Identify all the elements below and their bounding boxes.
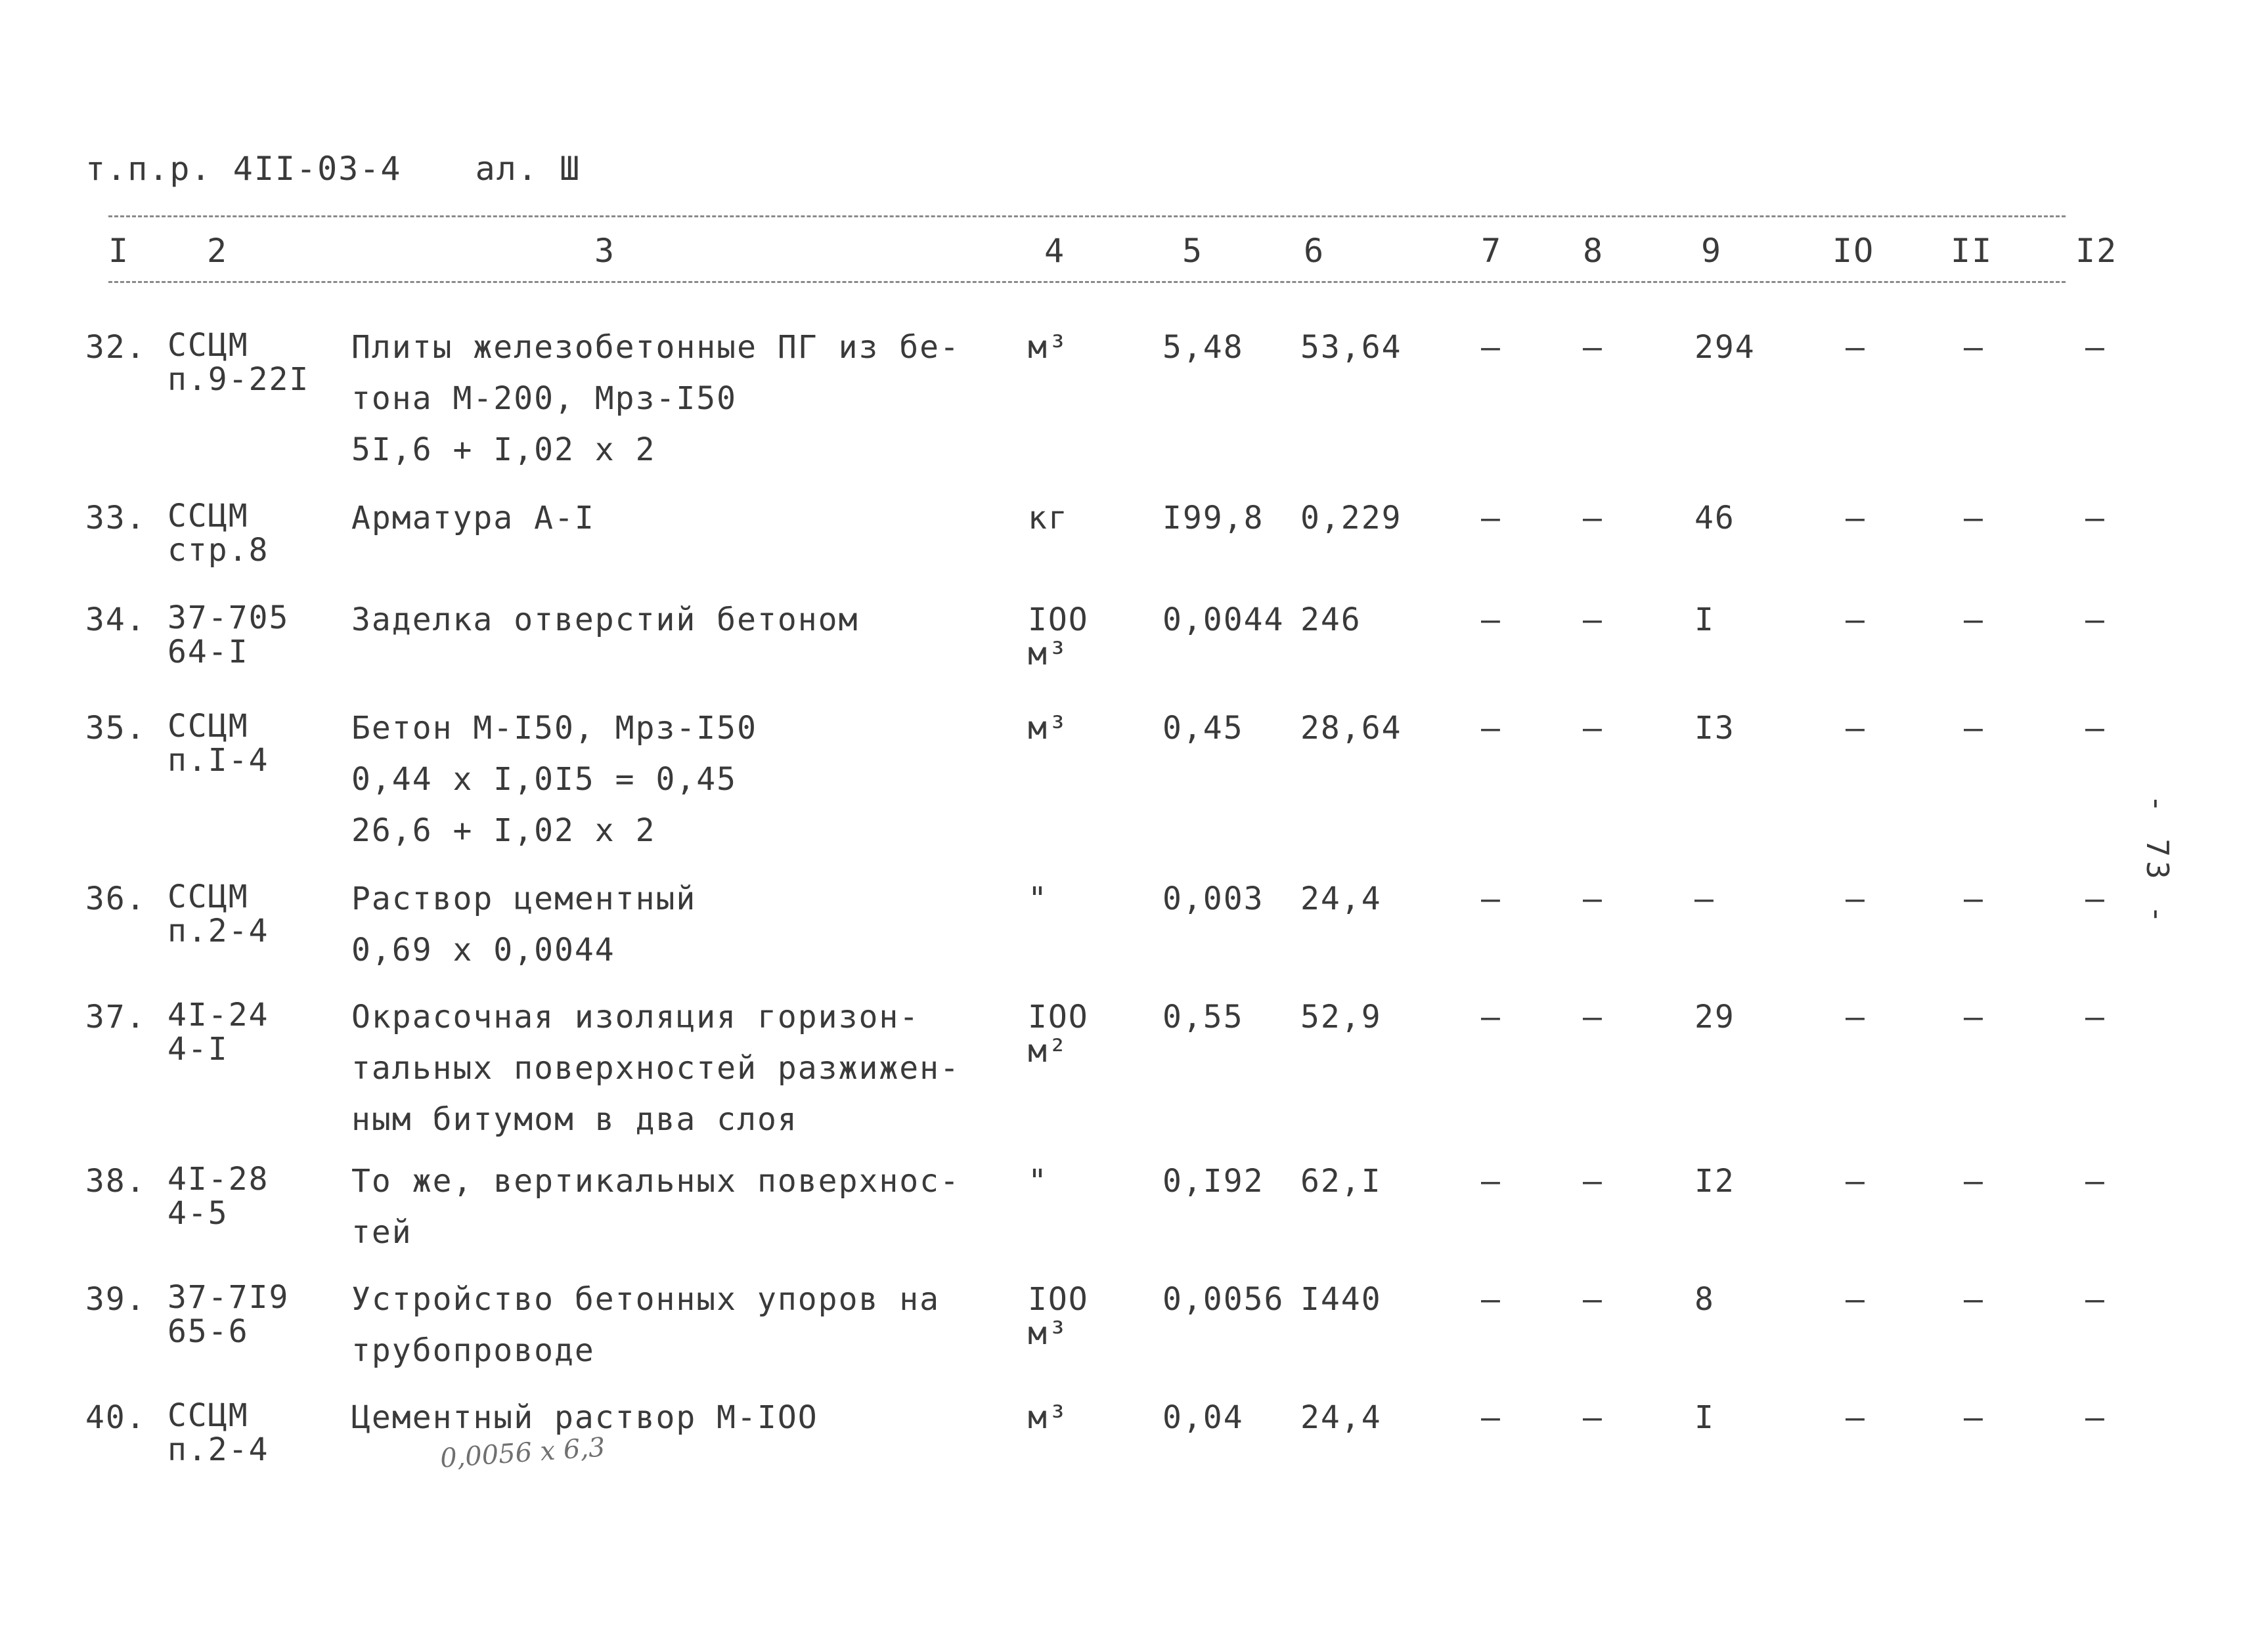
- row-c11: –: [1964, 500, 1984, 536]
- row-c9: 46: [1694, 500, 1735, 536]
- row-unit-line: м³: [1028, 1315, 1069, 1352]
- row-c12: –: [2085, 329, 2106, 366]
- row-c9: 8: [1694, 1281, 1715, 1318]
- header-rule-bottom: [108, 281, 2066, 283]
- row-c11: –: [1964, 329, 1984, 366]
- row-c7: –: [1481, 1163, 1501, 1200]
- row-code-line: 4I-24: [167, 997, 269, 1033]
- row-c12: –: [2085, 710, 2106, 747]
- column-header-9: 9: [1701, 232, 1723, 270]
- row-description-line: тона М-200, Мрз-I50: [351, 380, 738, 417]
- row-c11: –: [1964, 1281, 1984, 1318]
- row-c9: I: [1694, 601, 1715, 638]
- row-c8: –: [1583, 329, 1603, 366]
- row-c8: –: [1583, 1163, 1603, 1200]
- row-number: 33.: [85, 500, 146, 536]
- row-c11: –: [1964, 880, 1984, 917]
- column-header-8: 8: [1583, 232, 1605, 270]
- row-c11: –: [1964, 999, 1984, 1035]
- row-number: 35.: [85, 710, 146, 747]
- row-description-line: Заделка отверстий бетоном: [351, 601, 859, 638]
- row-c12: –: [2085, 601, 2106, 638]
- row-code-line: ССЦМ: [167, 879, 249, 915]
- row-price: I440: [1300, 1281, 1382, 1318]
- column-header-5: 5: [1182, 232, 1204, 270]
- row-number: 38.: [85, 1163, 146, 1200]
- row-description-line: Устройство бетонных упоров на: [351, 1281, 941, 1318]
- row-c8: –: [1583, 601, 1603, 638]
- row-number: 32.: [85, 329, 146, 366]
- document-header: [85, 150, 581, 188]
- row-c7: –: [1481, 710, 1501, 747]
- row-c10: –: [1846, 1399, 1866, 1436]
- row-c10: –: [1846, 1163, 1866, 1200]
- row-c10: –: [1846, 500, 1866, 536]
- row-c12: –: [2085, 880, 2106, 917]
- row-description-line: Раствор цементный: [351, 880, 697, 917]
- row-description-line: тальных поверхностей разжижен-: [351, 1050, 960, 1087]
- row-c8: –: [1583, 500, 1603, 536]
- row-price: 24,4: [1300, 880, 1382, 917]
- row-c10: –: [1846, 601, 1866, 638]
- row-code-line: 4-I: [167, 1031, 229, 1068]
- row-c9: 29: [1694, 999, 1735, 1035]
- row-c11: –: [1964, 601, 1984, 638]
- row-price: 62,I: [1300, 1163, 1382, 1200]
- row-c12: –: [2085, 999, 2106, 1035]
- row-unit-line: м²: [1028, 1033, 1069, 1070]
- document-title: т.п.р. 4II-03-4: [85, 150, 402, 188]
- row-unit-line: ": [1028, 880, 1048, 917]
- row-qty: 0,45: [1162, 710, 1244, 747]
- row-description-line: То же, вертикальных поверхнос-: [351, 1163, 960, 1200]
- column-header-11: II: [1951, 232, 1993, 270]
- row-c11: –: [1964, 1399, 1984, 1436]
- column-header-6: 6: [1304, 232, 1325, 270]
- row-c8: –: [1583, 999, 1603, 1035]
- row-code-line: 4I-28: [167, 1161, 269, 1198]
- row-price: 24,4: [1300, 1399, 1382, 1436]
- row-c8: –: [1583, 710, 1603, 747]
- row-description-line: 26,6 + I,02 x 2: [351, 812, 656, 849]
- row-code-line: ССЦМ: [167, 327, 249, 364]
- header-rule-top: [108, 215, 2066, 217]
- row-c9: I: [1694, 1399, 1715, 1436]
- row-description-line: 0,69 x 0,0044: [351, 932, 615, 968]
- row-code-line: 64-I: [167, 634, 249, 670]
- row-c7: –: [1481, 1399, 1501, 1436]
- row-c12: –: [2085, 1163, 2106, 1200]
- row-description-line: тей: [351, 1214, 412, 1251]
- row-c9: I2: [1694, 1163, 1735, 1200]
- row-qty: 0,I92: [1162, 1163, 1264, 1200]
- row-unit-line: м³: [1028, 329, 1069, 366]
- row-qty: 0,0056: [1162, 1281, 1285, 1318]
- row-c10: –: [1846, 880, 1866, 917]
- row-c10: –: [1846, 999, 1866, 1035]
- row-c11: –: [1964, 710, 1984, 747]
- row-code-line: 37-7I9: [167, 1279, 290, 1316]
- row-number: 34.: [85, 601, 146, 638]
- column-header-10: IO: [1832, 232, 1875, 270]
- row-unit-line: IOO: [1028, 1281, 1089, 1318]
- row-code-line: 4-5: [167, 1195, 229, 1232]
- row-unit-line: м³: [1028, 1399, 1069, 1436]
- row-description-line: Бетон М-I50, Мрз-I50: [351, 710, 757, 747]
- row-description-line: Плиты железобетонные ПГ из бе-: [351, 329, 960, 366]
- row-qty: 0,04: [1162, 1399, 1244, 1436]
- row-description-line: Арматура А-I: [351, 500, 595, 536]
- row-qty: I99,8: [1162, 500, 1264, 536]
- row-number: 36.: [85, 880, 146, 917]
- row-c12: –: [2085, 1399, 2106, 1436]
- handwritten-note: 0,0056 x 6,3: [439, 1432, 606, 1474]
- row-unit-line: ": [1028, 1163, 1048, 1200]
- row-c12: –: [2085, 1281, 2106, 1318]
- row-number: 37.: [85, 999, 146, 1035]
- column-header-12: I2: [2075, 232, 2118, 270]
- column-header-7: 7: [1481, 232, 1503, 270]
- row-unit-line: м³: [1028, 636, 1069, 672]
- sheet-label: ал. Ш: [475, 150, 581, 188]
- row-description-line: 0,44 x I,0I5 = 0,45: [351, 761, 738, 798]
- row-qty: 0,0044: [1162, 601, 1285, 638]
- row-code-line: п.2-4: [167, 913, 269, 949]
- row-code-line: п.9-22I: [167, 361, 310, 398]
- row-unit-line: IOO: [1028, 601, 1089, 638]
- row-description-line: трубопроводе: [351, 1332, 595, 1369]
- row-description-line: Окрасочная изоляция горизон-: [351, 999, 920, 1035]
- row-c10: –: [1846, 710, 1866, 747]
- row-price: 28,64: [1300, 710, 1402, 747]
- row-code-line: стр.8: [167, 532, 269, 569]
- row-c10: –: [1846, 1281, 1866, 1318]
- row-c8: –: [1583, 1399, 1603, 1436]
- row-c7: –: [1481, 1281, 1501, 1318]
- row-unit-line: IOO: [1028, 999, 1089, 1035]
- row-qty: 0,003: [1162, 880, 1264, 917]
- row-c8: –: [1583, 880, 1603, 917]
- row-c7: –: [1481, 329, 1501, 366]
- row-price: 53,64: [1300, 329, 1402, 366]
- page-number: - 73 -: [2140, 794, 2175, 928]
- row-c7: –: [1481, 601, 1501, 638]
- row-c9: –: [1694, 880, 1715, 917]
- row-description-line: 5I,6 + I,02 x 2: [351, 431, 656, 468]
- column-header-4: 4: [1044, 232, 1066, 270]
- row-qty: 0,55: [1162, 999, 1244, 1035]
- row-code-line: ССЦМ: [167, 708, 249, 745]
- row-number: 40.: [85, 1399, 146, 1436]
- row-c7: –: [1481, 500, 1501, 536]
- row-qty: 5,48: [1162, 329, 1244, 366]
- row-c11: –: [1964, 1163, 1984, 1200]
- row-description-line: ным битумом в два слоя: [351, 1101, 798, 1138]
- row-unit-line: кг: [1028, 500, 1069, 536]
- column-header-3: 3: [594, 232, 616, 270]
- row-number: 39.: [85, 1281, 146, 1318]
- row-price: 52,9: [1300, 999, 1382, 1035]
- row-c9: 294: [1694, 329, 1756, 366]
- row-c10: –: [1846, 329, 1866, 366]
- row-code-line: п.2-4: [167, 1431, 269, 1468]
- row-c12: –: [2085, 500, 2106, 536]
- row-code-line: п.I-4: [167, 742, 269, 779]
- row-c7: –: [1481, 880, 1501, 917]
- row-c8: –: [1583, 1281, 1603, 1318]
- row-code-line: ССЦМ: [167, 1397, 249, 1434]
- row-code-line: 65-6: [167, 1313, 249, 1350]
- row-price: 0,229: [1300, 500, 1402, 536]
- column-header-2: 2: [207, 232, 229, 270]
- row-description-line: Цементный раствор М-IOO: [351, 1399, 818, 1436]
- column-header-1: I: [108, 232, 130, 270]
- row-code-line: ССЦМ: [167, 498, 249, 534]
- row-code-line: 37-705: [167, 599, 290, 636]
- row-c9: I3: [1694, 710, 1735, 747]
- row-c7: –: [1481, 999, 1501, 1035]
- row-price: 246: [1300, 601, 1361, 638]
- row-unit-line: м³: [1028, 710, 1069, 747]
